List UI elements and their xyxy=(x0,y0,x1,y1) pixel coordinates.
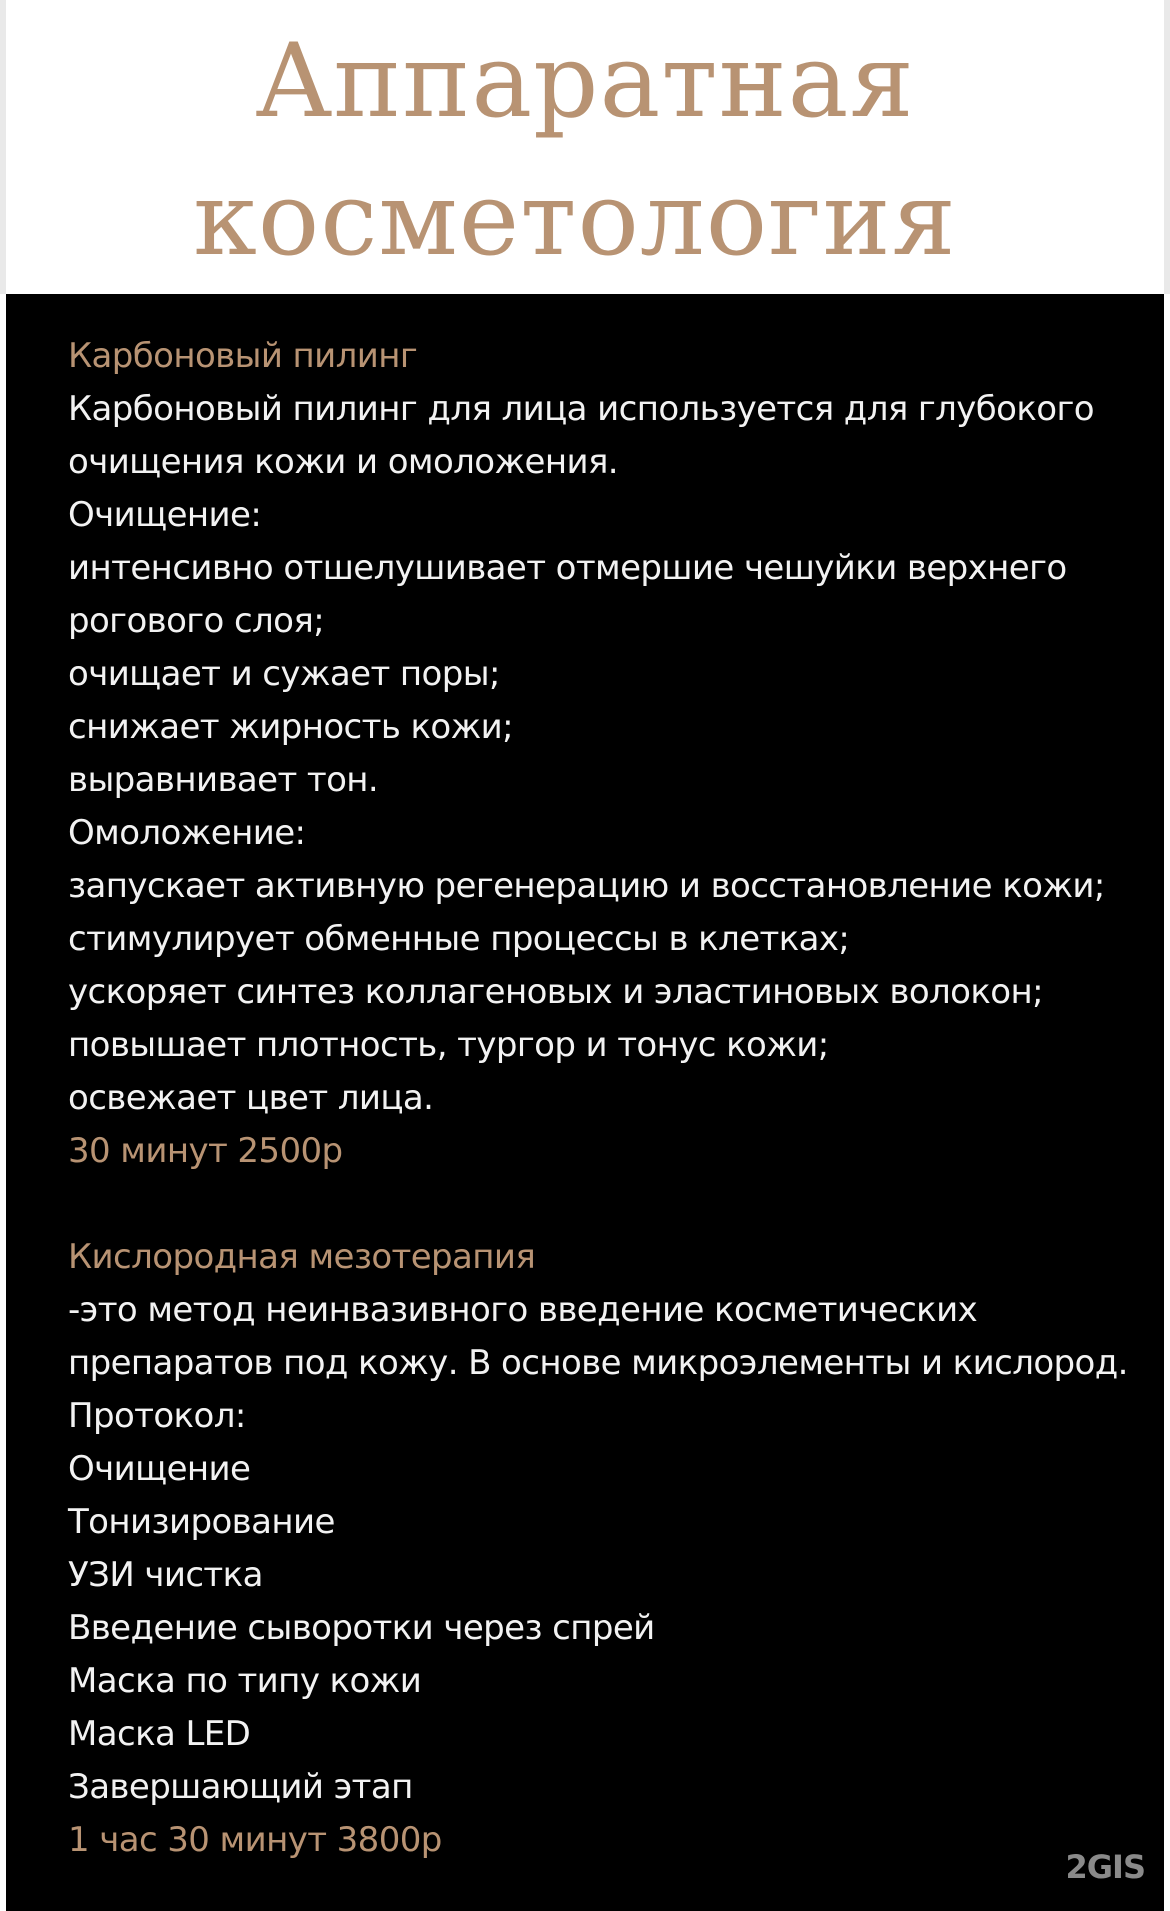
watermark-logo: 2GIS xyxy=(1065,1848,1145,1886)
page-title-line-2: косметология xyxy=(193,160,957,279)
list-item: очищает и сужает поры; xyxy=(68,654,500,694)
list-item: повышает плотность, тургор и тонус кожи; xyxy=(68,1025,829,1065)
description-line: препаратов под кожу. В основе микроэлементы и кислород. xyxy=(68,1343,1128,1383)
protocol-step: Очищение xyxy=(68,1449,251,1489)
list-item: запускает активную регенерацию и восстановление кожи; xyxy=(68,866,1105,906)
subheading-cleansing: Очищение: xyxy=(68,495,262,535)
subheading-rejuvenation: Омоложение: xyxy=(68,813,306,853)
list-item: ускоряет синтез коллагеновых и эластиновых волокон; xyxy=(68,972,1043,1012)
list-item: интенсивно отшелушивает отмершие чешуйки верхнего xyxy=(68,548,1067,588)
list-item: выравнивает тон. xyxy=(68,760,379,800)
subheading-protocol: Протокол: xyxy=(68,1396,246,1436)
protocol-step: Завершающий этап xyxy=(68,1767,413,1807)
service-price-carbon-peeling: 30 минут 2500р xyxy=(68,1131,343,1171)
protocol-step: УЗИ чистка xyxy=(68,1555,263,1595)
service-heading-oxygen-mesotherapy: Кислородная мезотерапия xyxy=(68,1237,536,1277)
description-line: -это метод неинвазивного введение косметических xyxy=(68,1290,978,1330)
description-line: Карбоновый пилинг для лица используется для глубокого xyxy=(68,389,1094,429)
description-line: очищения кожи и омоложения. xyxy=(68,442,619,482)
protocol-step: Маска LED xyxy=(68,1714,251,1754)
header xyxy=(0,0,1170,294)
protocol-step: Маска по типу кожи xyxy=(68,1661,422,1701)
service-heading-carbon-peeling: Карбоновый пилинг xyxy=(68,336,418,376)
list-item: стимулирует обменные процессы в клетках; xyxy=(68,919,850,959)
section-spacer xyxy=(68,1178,1128,1231)
protocol-step: Введение сыворотки через спрей xyxy=(68,1608,655,1648)
list-item: освежает цвет лица. xyxy=(68,1078,434,1118)
page-title-line-1: Аппаратная xyxy=(255,22,915,141)
service-price-oxygen-mesotherapy: 1 час 30 минут 3800р xyxy=(68,1820,442,1860)
services-list xyxy=(68,330,1128,1867)
list-item: снижает жирность кожи; xyxy=(68,707,514,747)
protocol-step: Тонизирование xyxy=(68,1502,335,1542)
list-item: рогового слоя; xyxy=(68,601,325,641)
